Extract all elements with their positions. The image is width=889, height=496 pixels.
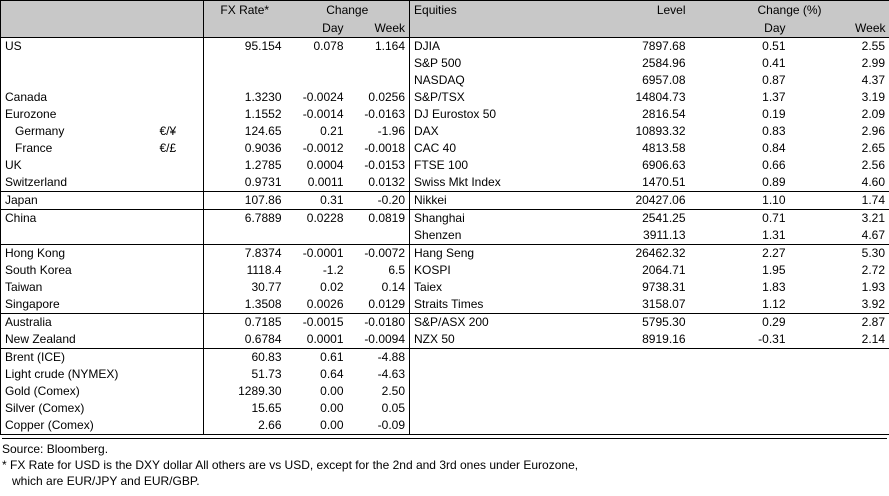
row-fx-rate: 1.1552 [204, 106, 286, 123]
row-equity-level [570, 417, 690, 435]
row-equity-change-day: 0.83 [762, 124, 786, 138]
row-fx-change-week: 0.0129 [368, 297, 406, 311]
row-fx-change-day: 0.00 [320, 401, 344, 415]
table-row [1, 349, 889, 367]
row-equity-change-week: 3.21 [790, 210, 889, 228]
row-equity-change-week: 3.92 [790, 296, 889, 314]
row-fx-rate: 1.3230 [204, 89, 286, 106]
row-fx-rate: 6.7889 [204, 210, 286, 228]
row-fx-change-day [286, 227, 348, 245]
row-equity-change-week: 2.96 [790, 123, 889, 140]
row-fx-change-day [286, 72, 348, 89]
row-fx-change-week: -0.0180 [348, 314, 410, 332]
row-country: Switzerland [1, 174, 156, 192]
row-equity-name: CAC 40 [410, 140, 570, 157]
row-fx-rate [204, 227, 286, 245]
row-country: Silver (Comex) [1, 400, 156, 417]
row-fx-change-week: -1.96 [377, 124, 406, 138]
row-country: France [1, 140, 156, 157]
row-country: Eurozone [1, 106, 156, 123]
row-equity-change-week: 2.55 [790, 38, 889, 56]
row-country: Copper (Comex) [1, 417, 156, 435]
row-fx-change-week: -0.0018 [364, 141, 406, 155]
header-blank-symbol [156, 1, 204, 21]
table-row [1, 106, 889, 123]
row-symbol [156, 89, 204, 106]
row-equity-level: 2541.25 [570, 210, 690, 228]
row-equity-change-day: 1.31 [762, 228, 786, 242]
row-fx-change-week: -0.09 [348, 417, 410, 435]
row-country: China [1, 210, 156, 228]
row-fx-change-week: 0.14 [381, 280, 406, 294]
row-fx-rate: 124.65 [204, 123, 286, 140]
row-symbol [156, 400, 204, 417]
row-fx-change-day: -1.2 [322, 263, 344, 277]
row-equity-change-week: 1.74 [790, 192, 889, 210]
row-country: Singapore [1, 296, 156, 314]
row-equity-change-week: 4.37 [790, 72, 889, 89]
row-equity-level: 3911.13 [643, 228, 686, 242]
row-equity-name: NZX 50 [410, 331, 570, 349]
row-fx-change-day: 0.61 [286, 349, 348, 367]
row-equity-level: 2816.54 [642, 107, 686, 121]
row-fx-change-day: -0.0015 [286, 314, 348, 332]
row-fx-change-week: -0.0094 [364, 332, 406, 346]
row-symbol [156, 366, 204, 383]
row-fx-change-day: 0.64 [320, 367, 344, 381]
row-country: Japan [1, 192, 156, 210]
row-equity-level: 9738.31 [642, 280, 686, 294]
row-equity-change-week [790, 383, 889, 400]
row-equity-name: Straits Times [410, 296, 570, 314]
row-equity-name: Shanghai [410, 210, 570, 228]
row-equity-level [570, 366, 690, 383]
footer-notes [0, 435, 889, 489]
row-equity-level: 1470.51 [642, 175, 686, 189]
table-row [1, 366, 889, 383]
row-fx-change-week: -0.0153 [364, 158, 406, 172]
row-equity-change-day: 0.66 [762, 158, 786, 172]
row-symbol [156, 157, 204, 174]
row-symbol [156, 279, 204, 296]
row-equity-level [570, 383, 690, 400]
table-row [1, 245, 889, 263]
row-equity-level: 3158.07 [642, 297, 686, 311]
row-fx-change-day: 0.0228 [286, 210, 348, 228]
row-equity-name: KOSPI [410, 262, 570, 279]
row-fx-rate: 1.3508 [204, 296, 286, 314]
table-row [1, 123, 889, 140]
row-fx-change-week: 0.0256 [368, 90, 406, 104]
row-fx-change-week: -4.63 [377, 367, 406, 381]
header-group-row [1, 1, 889, 21]
row-equity-change-day: 1.83 [762, 280, 786, 294]
header-level: Level [570, 1, 690, 21]
header-sub-blank-symbol [156, 20, 204, 38]
row-equity-change-week [790, 417, 889, 435]
row-equity-change-day: -0.31 [758, 332, 786, 346]
row-equity-level: 2584.96 [642, 56, 686, 70]
row-equity-change-week: 2.87 [790, 314, 889, 332]
row-equity-name: Hang Seng [410, 245, 570, 263]
row-fx-change-week: -0.0163 [364, 107, 406, 121]
row-country: US [1, 38, 156, 56]
row-equity-name: S&P/TSX [410, 89, 570, 106]
row-equity-change-week [790, 366, 889, 383]
table-row [1, 140, 889, 157]
row-country: Germany [1, 123, 156, 140]
row-equity-name [410, 383, 570, 400]
row-equity-level: 26462.32 [570, 245, 690, 263]
row-equity-change-week: 2.14 [790, 331, 889, 349]
row-equity-change-day: 0.87 [762, 73, 786, 87]
header-fx-day: Day [286, 20, 348, 38]
row-equity-change-week: 2.65 [790, 140, 889, 157]
row-fx-change-day: 0.21 [320, 124, 344, 138]
row-fx-rate: 51.73 [204, 366, 286, 383]
row-symbol: €/£ [159, 141, 177, 155]
row-fx-change-day: 0.0026 [306, 297, 344, 311]
row-equity-change-day: 0.89 [762, 175, 786, 189]
row-equity-change-day [690, 366, 790, 383]
row-fx-rate: 1118.4 [204, 262, 286, 279]
row-equity-change-day: 0.29 [690, 314, 790, 332]
row-symbol [156, 192, 204, 210]
table-row [1, 262, 889, 279]
header-sub-row [1, 20, 889, 38]
table-body [1, 38, 889, 435]
row-symbol [156, 72, 204, 89]
row-country: Hong Kong [1, 245, 156, 263]
row-equity-name: NASDAQ [410, 72, 570, 89]
row-country: Brent (ICE) [1, 349, 156, 367]
row-fx-change-week: 1.164 [348, 38, 410, 56]
row-equity-name: FTSE 100 [410, 157, 570, 174]
row-fx-change-week [348, 227, 410, 245]
row-fx-change-day: 0.31 [286, 192, 348, 210]
header-change-pct: Change (%) [690, 1, 889, 21]
row-fx-rate: 0.9731 [204, 174, 286, 192]
row-equity-change-day: 1.10 [690, 192, 790, 210]
row-symbol [156, 349, 204, 367]
row-fx-change-week [348, 55, 410, 72]
row-equity-change-week: 1.93 [790, 279, 889, 296]
row-fx-change-week: -4.88 [348, 349, 410, 367]
row-equity-change-day: 1.37 [762, 90, 786, 104]
table-row [1, 227, 889, 245]
header-sub-blank-level [570, 20, 690, 38]
row-fx-rate: 107.86 [204, 192, 286, 210]
row-fx-change-week: -0.20 [348, 192, 410, 210]
row-fx-change-week: 2.50 [381, 384, 406, 398]
table-row [1, 192, 889, 210]
table-row [1, 417, 889, 435]
table-row [1, 55, 889, 72]
row-equity-change-day: 1.95 [762, 263, 786, 277]
row-fx-rate: 1.2785 [204, 157, 286, 174]
row-equity-name [410, 417, 570, 435]
row-country: South Korea [1, 262, 156, 279]
row-equity-change-week: 2.72 [790, 262, 889, 279]
row-equity-name: DJIA [410, 38, 570, 56]
header-fx-week: Week [348, 20, 410, 38]
table-row [1, 72, 889, 89]
row-fx-rate: 0.9036 [204, 140, 286, 157]
row-fx-rate: 2.66 [204, 417, 286, 435]
row-fx-change-day: -0.0012 [302, 141, 344, 155]
table-row [1, 400, 889, 417]
row-fx-change-day: 0.0001 [306, 332, 344, 346]
row-fx-change-week [348, 72, 410, 89]
row-equity-level [570, 400, 690, 417]
row-fx-rate [204, 55, 286, 72]
table-row [1, 383, 889, 400]
row-equity-change-week [790, 400, 889, 417]
row-fx-change-day: -0.0014 [302, 107, 344, 121]
header-fx-rate: FX Rate* [204, 1, 286, 21]
row-equity-change-week: 2.99 [790, 55, 889, 72]
row-fx-change-week: 0.0132 [368, 175, 406, 189]
row-country: UK [1, 157, 156, 174]
row-fx-change-day: 0.078 [286, 38, 348, 56]
table-row [1, 314, 889, 332]
row-symbol [156, 383, 204, 400]
row-fx-change-day: 0.0011 [307, 175, 344, 189]
row-equity-change-day [690, 349, 790, 367]
row-symbol [156, 417, 204, 435]
row-country: Australia [1, 314, 156, 332]
row-equity-level: 8919.16 [642, 332, 686, 346]
header-sub-blank [1, 20, 156, 38]
row-symbol [156, 174, 204, 192]
row-fx-rate: 7.8374 [204, 245, 286, 263]
row-equity-name [410, 349, 570, 367]
row-equity-change-week: 5.30 [790, 245, 889, 263]
row-equity-level: 14804.73 [635, 90, 686, 104]
row-country: Canada [1, 89, 156, 106]
row-symbol [156, 331, 204, 349]
row-equity-change-day: 0.51 [690, 38, 790, 56]
header-eq-day: Day [690, 20, 790, 38]
row-symbol [156, 38, 204, 56]
row-fx-rate: 0.6784 [204, 331, 286, 349]
row-fx-change-week: -0.0072 [348, 245, 410, 263]
row-equity-change-week: 3.19 [790, 89, 889, 106]
row-country [1, 55, 156, 72]
table-row [1, 38, 889, 56]
row-equity-level [570, 349, 690, 367]
row-equity-name: DJ Eurostox 50 [410, 106, 570, 123]
row-equity-level: 6906.63 [642, 158, 686, 172]
row-equity-change-day [690, 383, 790, 400]
row-equity-name: S&P/ASX 200 [410, 314, 570, 332]
row-fx-change-day [286, 55, 348, 72]
row-fx-change-week: 0.0819 [348, 210, 410, 228]
row-symbol [156, 245, 204, 263]
table-row [1, 331, 889, 349]
row-equity-change-week: 4.67 [790, 227, 889, 245]
row-fx-rate [204, 72, 286, 89]
header-eq-week: Week [790, 20, 889, 38]
row-symbol [156, 227, 204, 245]
header-change: Change [286, 1, 410, 21]
row-fx-change-day: 0.00 [320, 384, 344, 398]
row-country: Gold (Comex) [1, 383, 156, 400]
row-equity-level: 20427.06 [570, 192, 690, 210]
row-fx-change-week: 0.05 [381, 401, 406, 415]
row-equity-level: 7897.68 [570, 38, 690, 56]
row-equity-change-day: 0.19 [762, 107, 786, 121]
row-equity-change-day: 0.84 [762, 141, 786, 155]
footnote-line-2: which are EUR/JPY and EUR/GBP. [12, 474, 200, 488]
row-equity-level: 6957.08 [642, 73, 686, 87]
row-equity-change-week: 2.56 [790, 157, 889, 174]
row-country: Light crude (NYMEX) [1, 366, 156, 383]
row-symbol [156, 262, 204, 279]
row-symbol [156, 210, 204, 228]
table-row [1, 174, 889, 192]
table-header [1, 1, 889, 38]
row-equity-level: 4813.58 [642, 141, 686, 155]
row-country [1, 72, 156, 89]
row-equity-level: 10893.32 [635, 124, 686, 138]
header-equities: Equities [410, 1, 570, 21]
footnote-line-1: * FX Rate for USD is the DXY dollar All others are vs USD, except for the 2nd and 3rd ones under Eurozone, [2, 458, 579, 472]
header-sub-blank-eq [410, 20, 570, 38]
row-equity-change-day: 1.12 [762, 297, 786, 311]
row-equity-name: S&P 500 [410, 55, 570, 72]
row-equity-name: Swiss Mkt Index [410, 174, 570, 192]
row-fx-rate: 0.7185 [204, 314, 286, 332]
row-symbol: €/¥ [159, 124, 177, 138]
row-equity-change-day: 0.71 [690, 210, 790, 228]
row-equity-name: Taiex [410, 279, 570, 296]
row-fx-rate: 95.154 [204, 38, 286, 56]
row-symbol [156, 314, 204, 332]
row-fx-rate: 1289.30 [204, 383, 286, 400]
header-blank [1, 1, 156, 21]
row-symbol [156, 106, 204, 123]
row-fx-change-day: -0.0024 [302, 90, 344, 104]
row-equity-name [410, 400, 570, 417]
row-fx-change-day: -0.0001 [286, 245, 348, 263]
table-row [1, 157, 889, 174]
row-equity-change-day: 2.27 [690, 245, 790, 263]
table-row [1, 210, 889, 228]
row-equity-change-day [690, 417, 790, 435]
row-equity-change-day [690, 400, 790, 417]
row-country: New Zealand [1, 331, 156, 349]
row-fx-change-day: 0.02 [320, 280, 344, 294]
row-fx-change-day: 0.0004 [306, 158, 344, 172]
row-equity-level: 5795.30 [570, 314, 690, 332]
table-row [1, 279, 889, 296]
row-equity-name [410, 366, 570, 383]
row-fx-rate: 60.83 [204, 349, 286, 367]
row-country: Taiwan [1, 279, 156, 296]
row-equity-name: Shenzen [410, 227, 570, 245]
row-fx-rate: 30.77 [204, 279, 286, 296]
row-equity-level: 2064.71 [642, 263, 686, 277]
row-fx-rate: 15.65 [204, 400, 286, 417]
row-equity-change-week: 2.09 [790, 106, 889, 123]
row-country [1, 227, 156, 245]
row-symbol [156, 296, 204, 314]
row-equity-change-week [790, 349, 889, 367]
row-fx-change-week: 6.5 [388, 263, 406, 277]
header-sub-blank-fx [204, 20, 286, 38]
source-line: Source: Bloomberg. [2, 438, 887, 457]
table-row [1, 89, 889, 106]
row-symbol [156, 55, 204, 72]
row-equity-name: DAX [410, 123, 570, 140]
table-row [1, 296, 889, 314]
row-fx-change-day: 0.00 [286, 417, 348, 435]
row-equity-change-day: 0.41 [762, 56, 786, 70]
row-equity-change-week: 4.60 [790, 174, 889, 192]
row-equity-name: Nikkei [410, 192, 570, 210]
